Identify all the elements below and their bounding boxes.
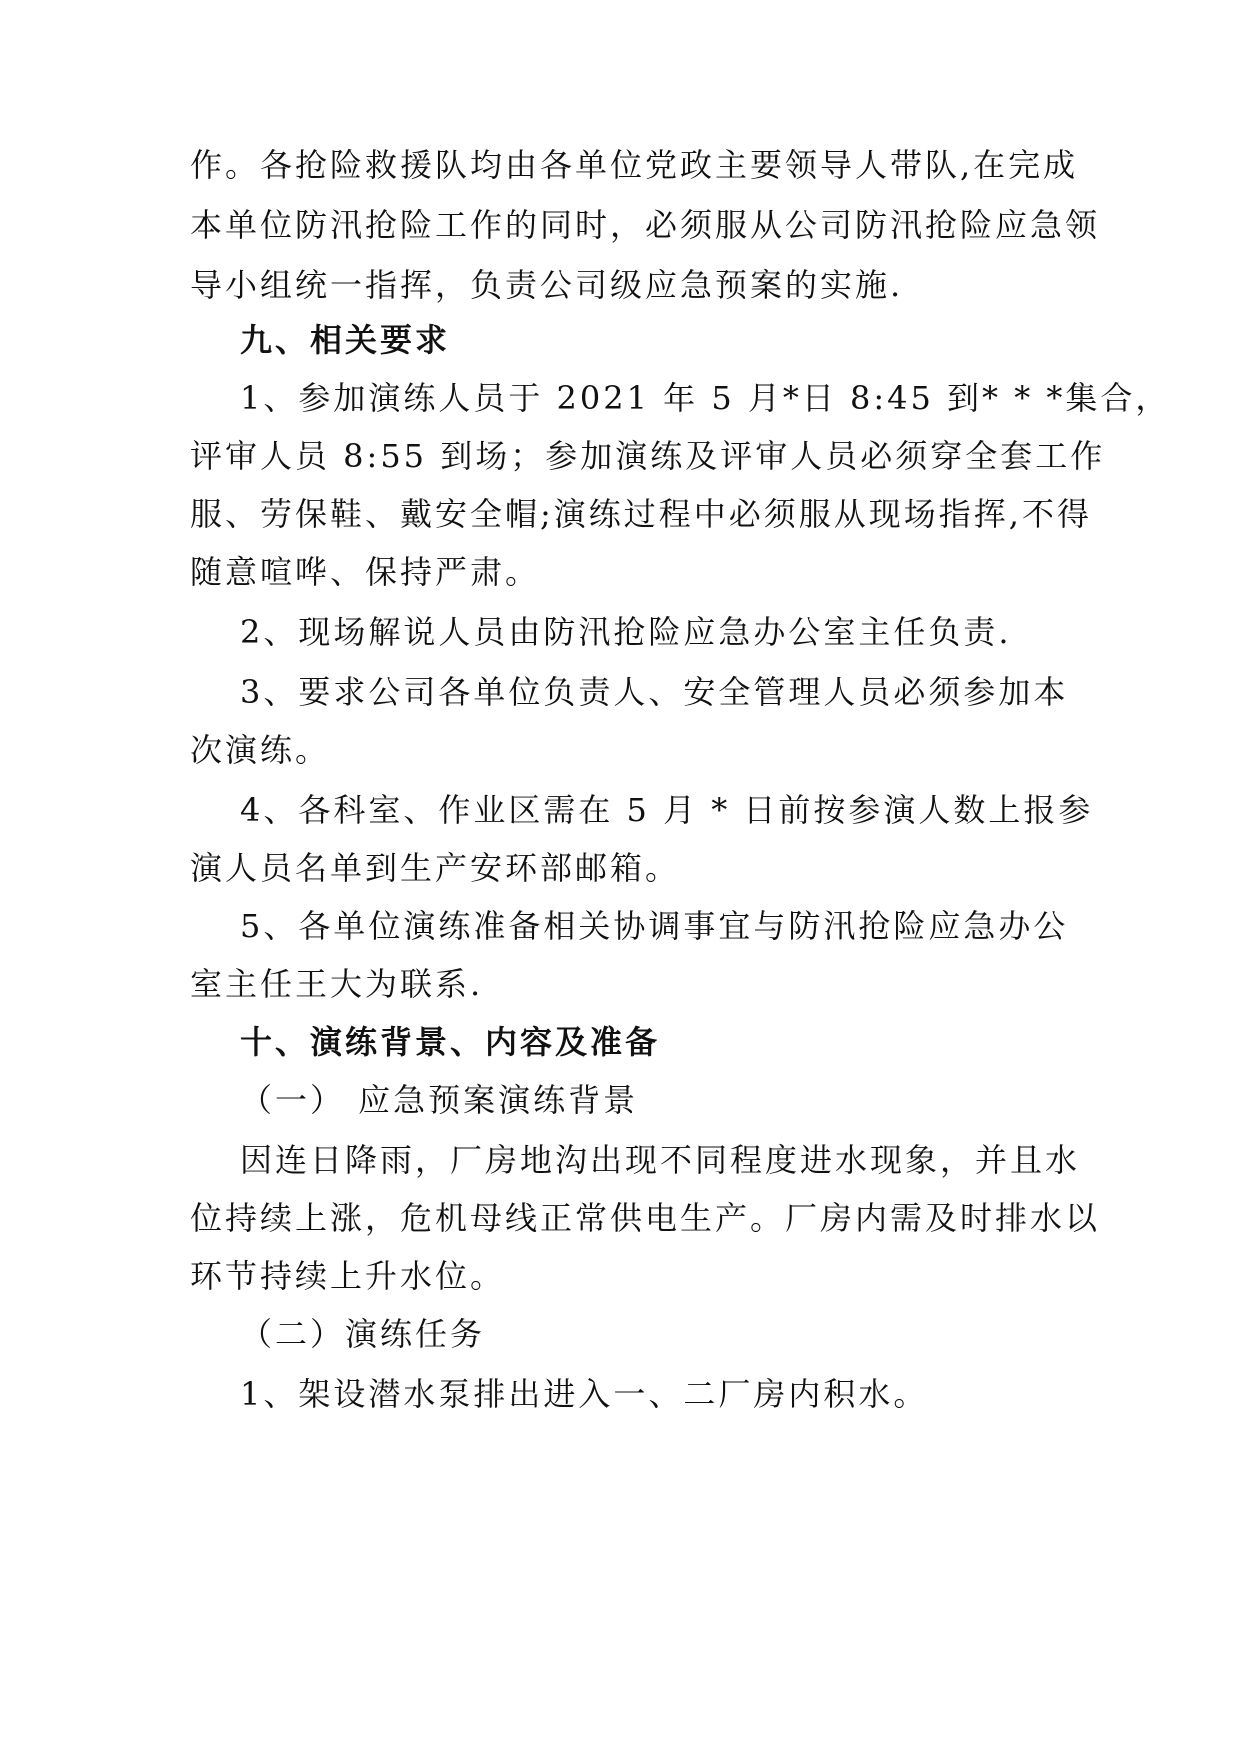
- paragraph-line: 1、架设潜水泵排出进入一、二厂房内积水。: [240, 1375, 929, 1413]
- paragraph-line: 作。各抢险救援队均由各单位党政主要领导人带队,在完成: [190, 146, 1079, 184]
- section-heading-requirements: 九、相关要求: [240, 321, 451, 359]
- paragraph-line: 室主任王大为联系.: [190, 965, 484, 1003]
- subsection-heading-background: （一） 应急预案演练背景: [240, 1081, 639, 1119]
- paragraph-line: 3、要求公司各单位负责人、安全管理人员必须参加本: [240, 673, 1069, 711]
- paragraph-line: 2、现场解说人员由防汛抢险应急办公室主任负责.: [240, 613, 1012, 651]
- paragraph-line: 次演练。: [190, 731, 331, 769]
- subsection-heading-tasks: （二）演练任务: [240, 1315, 486, 1353]
- paragraph-line: 演人员名单到生产安环部邮箱。: [190, 849, 681, 887]
- paragraph-line: 1、参加演练人员于 2021 年 5 月*日 8:45 到* * *集合，: [240, 379, 1171, 417]
- paragraph-line: 服、劳保鞋、戴安全帽;演练过程中必须服从现场指挥,不得: [190, 495, 1092, 533]
- paragraph-line: 导小组统一指挥，负责公司级应急预案的实施.: [190, 266, 904, 304]
- paragraph-line: 评审人员 8:55 到场；参加演练及评审人员必须穿全套工作: [190, 437, 1106, 475]
- paragraph-line: 5、各单位演练准备相关协调事宜与防汛抢险应急办公: [240, 907, 1069, 945]
- section-heading-background: 十、演练背景、内容及准备: [240, 1023, 661, 1061]
- paragraph-line: 因连日降雨，厂房地沟出现不同程度进水现象，并且水: [240, 1141, 1081, 1179]
- paragraph-line: 随意喧哗、保持严肃。: [190, 553, 541, 591]
- paragraph-line: 4、各科室、作业区需在 5 月 * 日前按参演人数上报参: [240, 791, 1094, 829]
- paragraph-line: 本单位防汛抢险工作的同时，必须服从公司防汛抢险应急领: [190, 206, 1101, 244]
- paragraph-line: 位持续上涨，危机母线正常供电生产。厂房内需及时排水以: [190, 1199, 1101, 1237]
- paragraph-line: 环节持续上升水位。: [190, 1257, 506, 1295]
